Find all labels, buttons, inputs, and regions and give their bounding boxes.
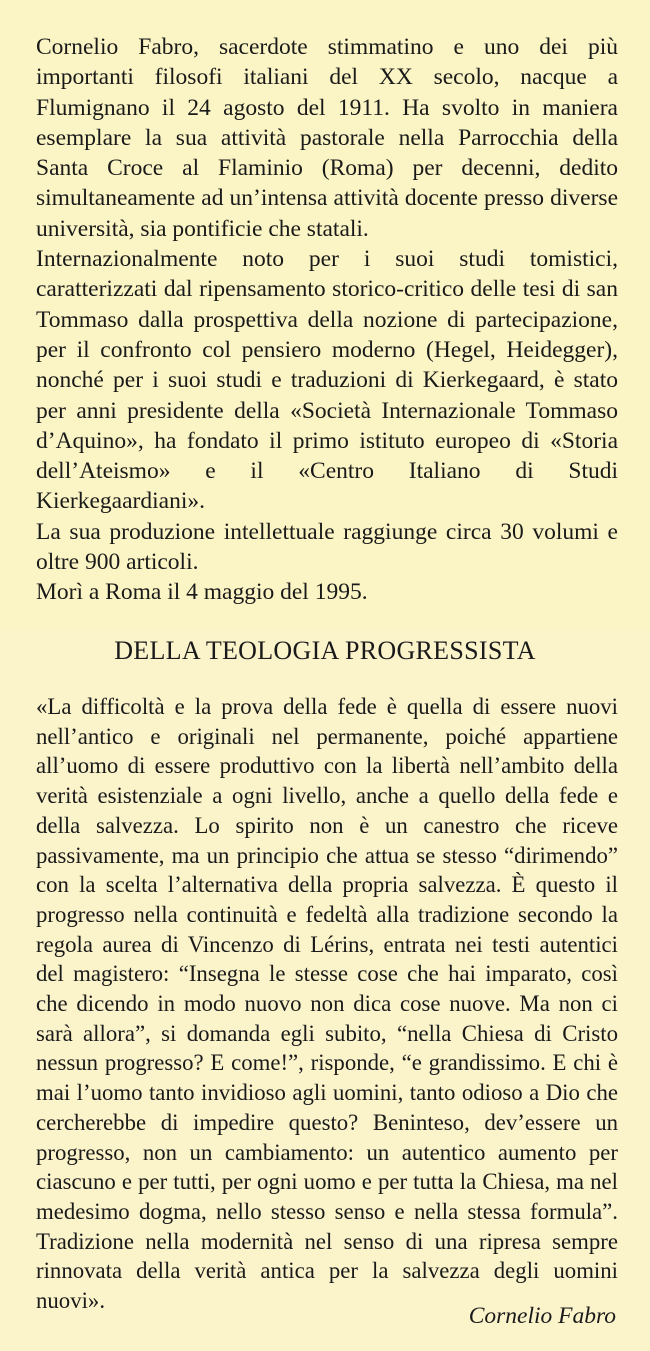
- author-bio-text: [36, 32, 618, 608]
- bio-paragraph: Morì a Roma il 4 maggio del 1995.: [36, 579, 368, 606]
- bio-paragraph: Internazionalmente noto per i suoi studi tomistici, caratterizzati dal ripensamento storico-critico delle tesi di san Tommaso dalla prospettiva della nozione di partecipazione, per il confronto col pensiero moderno (Hegel, Heidegger), nonché per i suoi studi e traduzioni di Kierkegaard, è stato per anni presidente della «Società Internazionale Tommaso d’Aquino», ha fondato il primo istituto europeo di «Storia dell’Ateismo» e il «Centro Italiano di Studi Kierkegaardiani».: [36, 246, 618, 515]
- bio-paragraph: Cornelio Fabro, sacerdote stimmatino e uno dei più importanti filosofi italiani del XX secolo, nacque a Flumignano il 24 agosto del 1911. Ha svolto in maniera esemplare la sua attività pastorale nella Parrocchia della Santa Croce al Flaminio (Roma) per decenni, dedito simultaneamente ad un’intensa attività docente presso diverse università, sia pontificie che statali.: [36, 34, 618, 242]
- section-title: DELLA TEOLOGIA PROGRESSISTA: [114, 636, 536, 665]
- quote-section: [0, 628, 650, 1351]
- bio-paragraph: La sua produzione intellettuale raggiunge circa 30 volumi e oltre 900 articoli.: [36, 518, 618, 576]
- author-bio-section: [0, 0, 650, 628]
- quote-text: «La difficoltà e la prova della fede è quella di essere nuovi nell’antico e originali nel permanente, poiché appartiene all’uomo di essere produttivo con la libertà nell’ambito della verità esistenziale a ogni livello, anche a quello della fede e della salvezza. Lo spirito non è un canestro che riceve passivamente, ma un principio che attua se stesso “dirimendo” con la scelta l’alternativa della propria salvezza. È questo il progresso nella continuità e fedeltà alla tradizione secondo la regola aurea di Vincenzo di Lérins, entrata nei testi autentici del magistero: “Insegna le stesse cose che hai imparato, così che dicendo in modo nuovo non dica cose nuove. Ma non ci sarà allora”, si domanda egli subito, “nella Chiesa di Cristo nessun progresso? E come!”, risponde, “e grandissimo. E chi è mai l’uomo tanto invidioso agli uomini, tanto odioso a Dio che cercherebbe di impedire questo? Beninteso, dev’essere un progresso, non un cambiamento: un autentico aumento per ciascuno e per tutti, per ogni uomo e per tutta la Chiesa, ma nel medesimo dogma, nello stesso senso e nella stessa formula”. Tradizione nella modernità nel senso di una ripresa sempre rinnovata della verità antica per la salvezza degli uomini nuovi».: [36, 694, 618, 1314]
- author-signature: Cornelio Fabro: [468, 1303, 616, 1329]
